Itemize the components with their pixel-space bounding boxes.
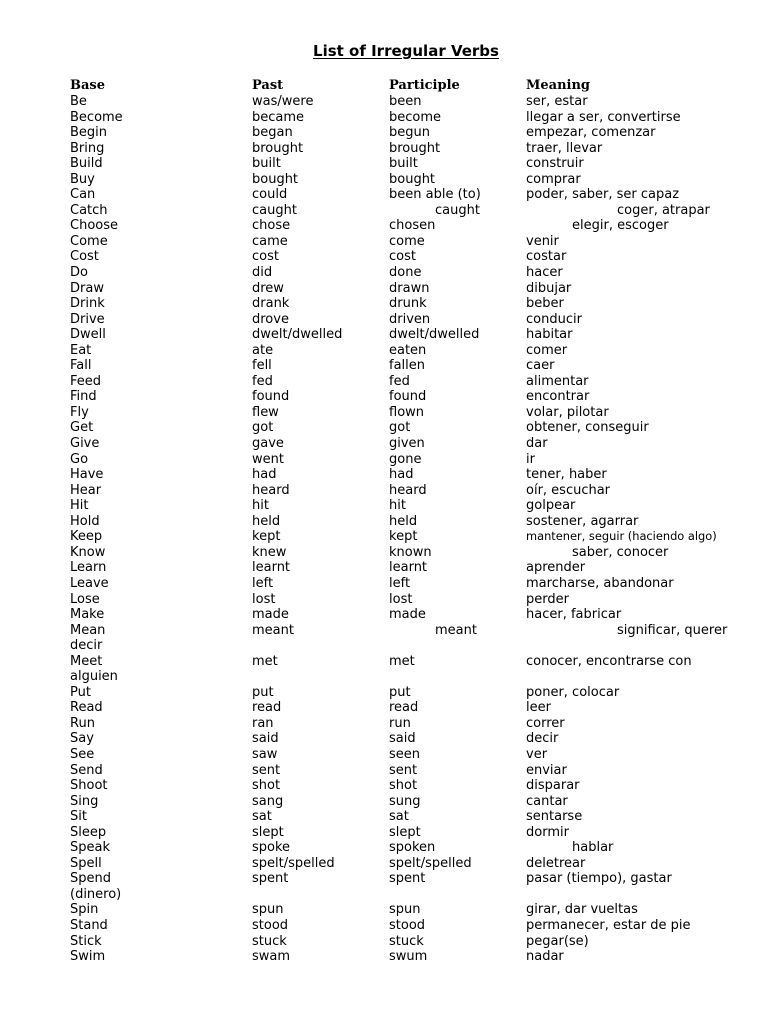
cell-base: Fly <box>70 404 89 420</box>
table-row <box>0 296 768 312</box>
cell-meaning: hacer, fabricar <box>526 607 622 623</box>
cell-participle: found <box>389 389 427 405</box>
cell-meaning: beber <box>526 296 564 312</box>
cell-base: Say <box>70 731 94 747</box>
cell-past: stood <box>252 917 289 933</box>
cell-base: Give <box>70 436 100 452</box>
cell-past: fed <box>252 373 273 389</box>
cell-past: chose <box>252 218 291 234</box>
cell-base: Draw <box>70 280 104 296</box>
cell-meaning: sentarse <box>526 809 583 825</box>
cell-meaning: construir <box>526 156 584 172</box>
cell-base: Hear <box>70 482 102 498</box>
cell-participle: drunk <box>389 296 427 312</box>
table-row <box>0 187 768 203</box>
cell-meaning: poner, colocar <box>526 684 620 700</box>
cell-past: swam <box>252 949 291 965</box>
cell-base: Be <box>70 94 87 109</box>
table-row <box>0 405 768 421</box>
cell-past: meant <box>252 622 294 638</box>
table-row <box>0 856 768 872</box>
table-row <box>0 358 768 374</box>
cell-past: held <box>252 513 281 529</box>
cell-participle: been able (to) <box>389 187 481 203</box>
cell-participle: spent <box>389 871 426 887</box>
cell-base: Read <box>70 700 103 716</box>
verb-list <box>0 94 768 965</box>
cell-base: Sleep <box>70 824 107 840</box>
cell-base: alguien <box>70 669 118 685</box>
page-title: List of Irregular Verbs <box>313 42 499 60</box>
cell-meaning: hacer <box>526 265 563 281</box>
table-row <box>0 312 768 328</box>
cell-meaning: leer <box>526 700 551 716</box>
cell-meaning: nadar <box>526 949 564 965</box>
cell-participle: gone <box>389 451 422 467</box>
cell-meaning: marcharse, abandonar <box>526 575 674 591</box>
cell-participle: kept <box>389 529 418 545</box>
cell-meaning: tener, haber <box>526 467 607 483</box>
cell-base: decir <box>70 638 103 654</box>
cell-meaning: ir <box>526 451 535 467</box>
cell-past: met <box>252 653 278 669</box>
cell-base: Keep <box>70 529 103 545</box>
cell-base: Lose <box>70 591 100 607</box>
cell-past: cost <box>252 249 279 265</box>
cell-past: flew <box>252 404 279 420</box>
table-header <box>0 78 768 95</box>
table-row <box>0 794 768 810</box>
cell-meaning: cantar <box>526 793 568 809</box>
cell-meaning: ver <box>526 746 548 762</box>
table-row <box>0 778 768 794</box>
cell-base: Speak <box>70 840 110 856</box>
cell-past: drew <box>252 280 284 296</box>
table-row <box>0 887 768 903</box>
cell-participle: met <box>389 653 415 669</box>
cell-base: Know <box>70 544 106 560</box>
table-row <box>0 700 768 716</box>
cell-past: built <box>252 156 281 172</box>
cell-meaning: venir <box>526 233 559 249</box>
cell-participle: caught <box>435 202 480 218</box>
cell-past: brought <box>252 140 304 156</box>
cell-meaning: conducir <box>526 311 582 327</box>
cell-past: became <box>252 109 305 125</box>
cell-base: Run <box>70 715 95 731</box>
table-row <box>0 731 768 747</box>
table-row <box>0 249 768 265</box>
table-row <box>0 141 768 157</box>
cell-meaning: pegar(se) <box>526 933 589 949</box>
cell-participle: spoken <box>389 840 436 856</box>
cell-past: kept <box>252 529 281 545</box>
cell-base: Hold <box>70 513 100 529</box>
cell-base: Spell <box>70 855 102 871</box>
cell-past: came <box>252 233 288 249</box>
cell-past: sat <box>252 809 272 825</box>
cell-participle: spelt/spelled <box>389 855 472 871</box>
cell-participle: bought <box>389 171 436 187</box>
cell-base: Spend <box>70 871 111 887</box>
cell-past: got <box>252 420 274 436</box>
cell-meaning: mantener, seguir (haciendo algo) <box>526 529 717 544</box>
cell-base: See <box>70 746 95 762</box>
cell-base: Begin <box>70 125 108 141</box>
cell-participle: driven <box>389 311 431 327</box>
cell-participle: cost <box>389 249 416 265</box>
cell-meaning: comer <box>526 342 568 358</box>
cell-participle: got <box>389 420 411 436</box>
cell-past: had <box>252 467 277 483</box>
cell-base: Hit <box>70 498 89 514</box>
cell-participle: left <box>389 575 411 591</box>
cell-participle: done <box>389 265 422 281</box>
table-row <box>0 203 768 219</box>
cell-past: hit <box>252 498 269 514</box>
cell-base: Catch <box>70 202 108 218</box>
cell-past: read <box>252 700 282 716</box>
cell-past: spent <box>252 871 289 887</box>
cell-past: knew <box>252 544 287 560</box>
cell-past: could <box>252 187 288 203</box>
cell-participle: fed <box>389 373 410 389</box>
cell-participle: swum <box>389 949 428 965</box>
cell-past: drove <box>252 311 289 327</box>
cell-past: bought <box>252 171 299 187</box>
cell-base: Sing <box>70 793 99 809</box>
cell-participle: drawn <box>389 280 430 296</box>
cell-base: Send <box>70 762 103 778</box>
table-row <box>0 498 768 514</box>
cell-participle: put <box>389 684 411 700</box>
table-row <box>0 638 768 654</box>
cell-meaning: encontrar <box>526 389 590 405</box>
cell-participle: stuck <box>389 933 424 949</box>
cell-meaning: conocer, encontrarse con <box>526 653 692 669</box>
table-row <box>0 514 768 530</box>
cell-base: Dwell <box>70 327 106 343</box>
cell-participle: sent <box>389 762 418 778</box>
cell-past: sent <box>252 762 281 778</box>
table-row <box>0 343 768 359</box>
cell-past: spun <box>252 902 284 918</box>
table-row <box>0 281 768 297</box>
cell-meaning: disparar <box>526 778 580 794</box>
header-base: Base <box>70 78 106 93</box>
cell-participle: shot <box>389 778 418 794</box>
table-row <box>0 452 768 468</box>
table-row <box>0 389 768 405</box>
cell-past: made <box>252 607 289 623</box>
cell-past: gave <box>252 436 284 452</box>
cell-base: Shoot <box>70 778 108 794</box>
cell-participle: come <box>389 233 425 249</box>
table-row <box>0 467 768 483</box>
cell-base: Learn <box>70 560 107 576</box>
table-row <box>0 623 768 639</box>
cell-participle: had <box>389 467 414 483</box>
cell-participle: flown <box>389 404 425 420</box>
cell-base: Fall <box>70 358 92 374</box>
cell-meaning: dar <box>526 436 548 452</box>
cell-past: dwelt/dwelled <box>252 327 343 343</box>
cell-meaning: ser, estar <box>526 94 588 109</box>
table-row <box>0 747 768 763</box>
cell-base: Go <box>70 451 89 467</box>
cell-meaning: deletrear <box>526 855 586 871</box>
cell-base: Drink <box>70 296 105 312</box>
cell-participle: eaten <box>389 342 427 358</box>
cell-past: fell <box>252 358 272 374</box>
cell-base: Eat <box>70 342 92 358</box>
table-row <box>0 825 768 841</box>
table-row <box>0 809 768 825</box>
cell-meaning: alimentar <box>526 373 589 389</box>
cell-meaning: llegar a ser, convertirse <box>526 109 681 125</box>
cell-participle: been <box>389 94 422 109</box>
cell-past: went <box>252 451 284 467</box>
cell-meaning: golpear <box>526 498 576 514</box>
cell-past: stuck <box>252 933 287 949</box>
cell-meaning: poder, saber, ser capaz <box>526 187 680 203</box>
cell-participle: given <box>389 436 425 452</box>
table-row <box>0 902 768 918</box>
cell-base: Have <box>70 467 104 483</box>
cell-meaning: dormir <box>526 824 569 840</box>
cell-meaning: dibujar <box>526 280 572 296</box>
table-row <box>0 110 768 126</box>
cell-participle: stood <box>389 917 426 933</box>
cell-participle: fallen <box>389 358 426 374</box>
table-row <box>0 374 768 390</box>
cell-base: Drive <box>70 311 105 327</box>
table-row <box>0 420 768 436</box>
cell-meaning: traer, llevar <box>526 140 603 156</box>
cell-participle: read <box>389 700 419 716</box>
cell-past: put <box>252 684 274 700</box>
cell-past: began <box>252 125 293 141</box>
cell-past: ran <box>252 715 274 731</box>
cell-participle: known <box>389 544 432 560</box>
table-row <box>0 436 768 452</box>
cell-participle: spun <box>389 902 421 918</box>
cell-base: (dinero) <box>70 886 122 902</box>
cell-meaning: girar, dar vueltas <box>526 902 638 918</box>
cell-past: saw <box>252 746 278 762</box>
cell-past: spelt/spelled <box>252 855 335 871</box>
table-row <box>0 172 768 188</box>
cell-base: Make <box>70 607 105 623</box>
table-row <box>0 654 768 670</box>
cell-base: Stand <box>70 917 108 933</box>
cell-participle: said <box>389 731 416 747</box>
cell-meaning: obtener, conseguir <box>526 420 649 436</box>
table-row <box>0 265 768 281</box>
cell-meaning: pasar (tiempo), gastar <box>526 871 672 887</box>
cell-base: Get <box>70 420 94 436</box>
cell-participle: slept <box>389 824 421 840</box>
table-row <box>0 529 768 545</box>
cell-base: Leave <box>70 575 109 591</box>
cell-past: drank <box>252 296 290 312</box>
table-row <box>0 685 768 701</box>
table-row <box>0 871 768 887</box>
cell-participle: built <box>389 156 418 172</box>
table-row <box>0 94 768 110</box>
cell-base: Can <box>70 187 96 203</box>
cell-meaning: elegir, escoger <box>572 218 669 234</box>
cell-participle: made <box>389 607 426 623</box>
table-row <box>0 156 768 172</box>
cell-past: spoke <box>252 840 291 856</box>
cell-past: slept <box>252 824 284 840</box>
table-row <box>0 234 768 250</box>
cell-meaning: correr <box>526 715 565 731</box>
cell-past: heard <box>252 482 290 498</box>
cell-past: found <box>252 389 290 405</box>
table-row <box>0 125 768 141</box>
cell-past: lost <box>252 591 276 607</box>
cell-participle: learnt <box>389 560 428 576</box>
table-row <box>0 545 768 561</box>
table-row <box>0 669 768 685</box>
table-row <box>0 763 768 779</box>
cell-meaning: oír, escuchar <box>526 482 611 498</box>
table-row <box>0 483 768 499</box>
table-row <box>0 918 768 934</box>
table-row <box>0 327 768 343</box>
cell-meaning: costar <box>526 249 567 265</box>
cell-participle: become <box>389 109 442 125</box>
cell-meaning: volar, pilotar <box>526 404 609 420</box>
cell-participle: begun <box>389 125 430 141</box>
cell-past: caught <box>252 202 297 218</box>
header-participle: Participle <box>389 78 460 93</box>
cell-participle: seen <box>389 746 421 762</box>
cell-meaning: perder <box>526 591 569 607</box>
table-row <box>0 934 768 950</box>
cell-base: Do <box>70 265 88 281</box>
cell-past: sang <box>252 793 284 809</box>
cell-meaning: coger, atrapar <box>617 202 710 218</box>
header-meaning: Meaning <box>526 78 591 93</box>
cell-base: Stick <box>70 933 102 949</box>
cell-participle: chosen <box>389 218 436 234</box>
cell-participle: hit <box>389 498 406 514</box>
cell-base: Mean <box>70 622 106 638</box>
cell-meaning: significar, querer <box>617 622 728 638</box>
table-row <box>0 576 768 592</box>
cell-meaning: saber, conocer <box>572 544 669 560</box>
cell-meaning: comprar <box>526 171 581 187</box>
cell-participle: brought <box>389 140 441 156</box>
table-row <box>0 560 768 576</box>
cell-meaning: hablar <box>572 840 614 856</box>
cell-meaning: enviar <box>526 762 567 778</box>
table-row <box>0 949 768 965</box>
table-row <box>0 607 768 623</box>
cell-base: Put <box>70 684 91 700</box>
cell-meaning: permanecer, estar de pie <box>526 917 691 933</box>
cell-past: said <box>252 731 279 747</box>
cell-participle: sung <box>389 793 421 809</box>
cell-meaning: sostener, agarrar <box>526 513 639 529</box>
cell-past: ate <box>252 342 274 358</box>
cell-base: Sit <box>70 809 87 825</box>
cell-base: Meet <box>70 653 103 669</box>
table-row <box>0 218 768 234</box>
cell-base: Cost <box>70 249 99 265</box>
cell-participle: dwelt/dwelled <box>389 327 480 343</box>
cell-base: Come <box>70 233 108 249</box>
cell-past: learnt <box>252 560 291 576</box>
cell-meaning: aprender <box>526 560 586 576</box>
cell-base: Bring <box>70 140 105 156</box>
cell-base: Find <box>70 389 97 405</box>
cell-base: Build <box>70 156 103 172</box>
cell-past: was/were <box>252 94 314 109</box>
cell-base: Choose <box>70 218 118 234</box>
cell-meaning: caer <box>526 358 555 374</box>
header-past: Past <box>252 78 284 93</box>
cell-base: Buy <box>70 171 95 187</box>
cell-past: left <box>252 575 274 591</box>
cell-meaning: empezar, comenzar <box>526 125 656 141</box>
table-row <box>0 716 768 732</box>
cell-participle: lost <box>389 591 413 607</box>
cell-participle: run <box>389 715 411 731</box>
cell-base: Feed <box>70 373 102 389</box>
cell-participle: heard <box>389 482 427 498</box>
cell-participle: held <box>389 513 418 529</box>
table-row <box>0 840 768 856</box>
cell-base: Spin <box>70 902 99 918</box>
cell-meaning: habitar <box>526 327 573 343</box>
cell-base: Become <box>70 109 123 125</box>
table-row <box>0 592 768 608</box>
cell-base: Swim <box>70 949 106 965</box>
cell-participle: meant <box>435 622 477 638</box>
cell-past: shot <box>252 778 281 794</box>
cell-past: did <box>252 265 273 281</box>
cell-participle: sat <box>389 809 409 825</box>
cell-meaning: decir <box>526 731 559 747</box>
